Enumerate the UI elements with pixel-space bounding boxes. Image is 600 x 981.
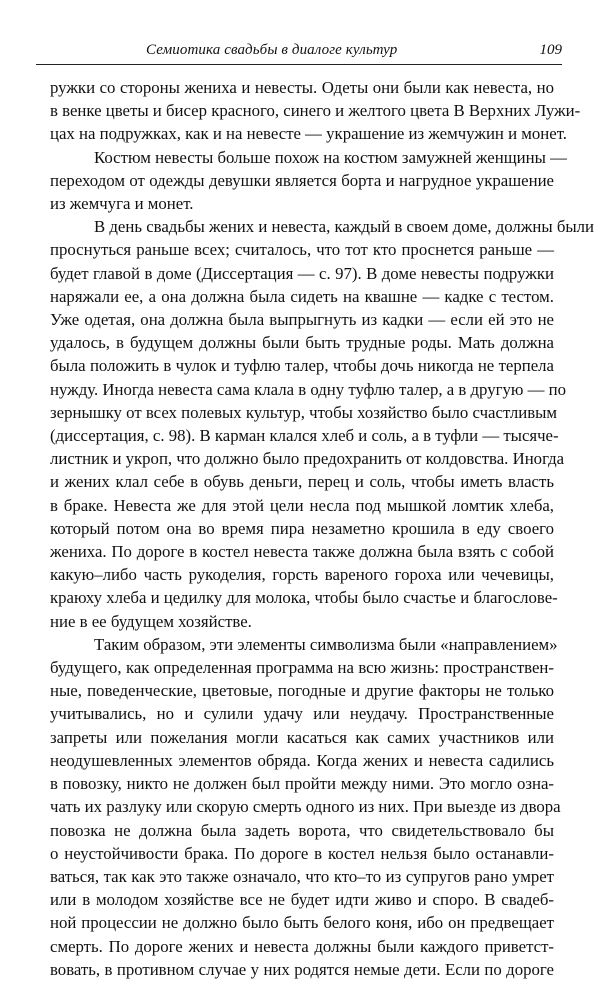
text-line: удалось, в будущем должны были быть трудные роды. Мать должна bbox=[50, 333, 554, 353]
text-line: (диссертация, с. 98). В карман клался хлеб и соль, а в туфли — тысяче- bbox=[50, 426, 559, 446]
text-line: неодушевленных элементов обряда. Когда жених и невеста садились bbox=[50, 750, 554, 770]
text-line: листник и укроп, что должно было предохранить от колдовства. Иногда bbox=[50, 449, 565, 469]
text-line: и жених клал себе в обувь деньги, перец и соль, чтобы иметь власть bbox=[50, 472, 554, 492]
text-line: смерть. По дороге жених и невеста должны были каждого приветст- bbox=[50, 936, 554, 956]
text-line: повозка не должна была задеть ворота, что свидетельствовало бы bbox=[50, 820, 554, 840]
text-line: в венке цветы и бисер красного, синего и желтого цвета В Верхних Лужи- bbox=[50, 101, 581, 121]
page-number: 109 bbox=[539, 42, 562, 58]
text-line: будущего, как определенная программа на всю жизнь: пространствен- bbox=[50, 658, 554, 678]
text-line: зернышку от всех полевых культур, чтобы хозяйство было счастливым bbox=[50, 402, 558, 422]
text-line: о неустойчивости брака. По дороге в костел нельзя было останавли- bbox=[50, 843, 554, 863]
paragraph bbox=[50, 146, 567, 216]
text-line: ные, поведенческие, цветовые, погодные и другие факторы не только bbox=[50, 681, 554, 701]
text-line: цах на подружках, как и на невесте — украшение из жемчужин и монет. bbox=[50, 124, 567, 144]
text-line: учитывались, но и сулили удачу или неудачу. Пространственные bbox=[50, 704, 554, 724]
text-line: ружки со стороны жениха и невесты. Одеты они были как невеста, но bbox=[50, 78, 554, 97]
text-line: какую–либо часть рукоделия, горсть вареного гороха или чечевицы, bbox=[50, 565, 554, 585]
text-line: проснуться раньше всех; считалось, что тот кто проснется раньше — bbox=[50, 240, 554, 260]
text-line: В день свадьбы жених и невеста, каждый в своем доме, должны были bbox=[94, 217, 595, 237]
text-line: чать их разлуку или скорую смерть одного из них. При выезде из двора bbox=[50, 797, 561, 817]
text-line: наряжали ее, а она должна была сидеть на квашне — кадке с тестом. bbox=[50, 286, 554, 306]
text-line: ной процессии не должно было быть белого коня, ибо он предвещает bbox=[50, 913, 554, 933]
running-header bbox=[36, 40, 562, 65]
text-line: нужду. Иногда невеста сама клала в одну туфлю талер, а в другую — по bbox=[50, 379, 566, 399]
paragraph bbox=[50, 215, 595, 633]
text-line: была положить в чулок и туфлю талер, чтобы дочь никогда не терпела bbox=[50, 356, 554, 376]
body-text bbox=[50, 76, 595, 981]
text-line: Костюм невесты больше похож на костюм замужней женщины — bbox=[94, 147, 567, 167]
text-line: переходом от одежды девушки является борта и нагрудное украшение bbox=[50, 170, 554, 190]
text-line: в повозку, никто не должен был пройти между ними. Это могло озна- bbox=[50, 774, 554, 794]
text-line: краюху хлеба и цедилку для молока, чтобы было счастье и благослове- bbox=[50, 588, 558, 608]
paragraph bbox=[50, 633, 561, 981]
text-line: Таким образом, эти элементы символизма были «направлением» bbox=[94, 634, 558, 654]
text-line: Уже одетая, она должна была выпрыгнуть из кадки — если ей это не bbox=[50, 310, 554, 330]
text-line: в браке. Невеста же для этой цели несла под мышкой ломтик хлеба, bbox=[50, 495, 554, 515]
text-line: или в молодом хозяйстве все не будет идти живо и споро. В свадеб- bbox=[50, 890, 554, 910]
text-line: который потом она во время пира незаметно крошила в еду своего bbox=[50, 518, 554, 538]
text-line: жениха. По дороге в костел невеста также должна была взять с собой bbox=[50, 542, 554, 562]
text-line: будет главой в доме (Диссертация — с. 97). В доме невесты подружки bbox=[50, 263, 554, 283]
text-line: из жемчуга и монет. bbox=[50, 194, 194, 214]
running-title: Семиотика свадьбы в диалоге культур bbox=[146, 42, 398, 58]
text-line: ние в ее будущем хозяйстве. bbox=[50, 611, 252, 631]
text-line: вовать, в противном случае у них родятся немые дети. Если по дороге bbox=[50, 959, 554, 979]
text-line: запреты или пожелания могли касаться как самих участников или bbox=[50, 727, 554, 747]
paragraph bbox=[50, 76, 581, 146]
text-line: ваться, так как это также означало, что кто–то из супругов рано умрет bbox=[50, 866, 554, 886]
